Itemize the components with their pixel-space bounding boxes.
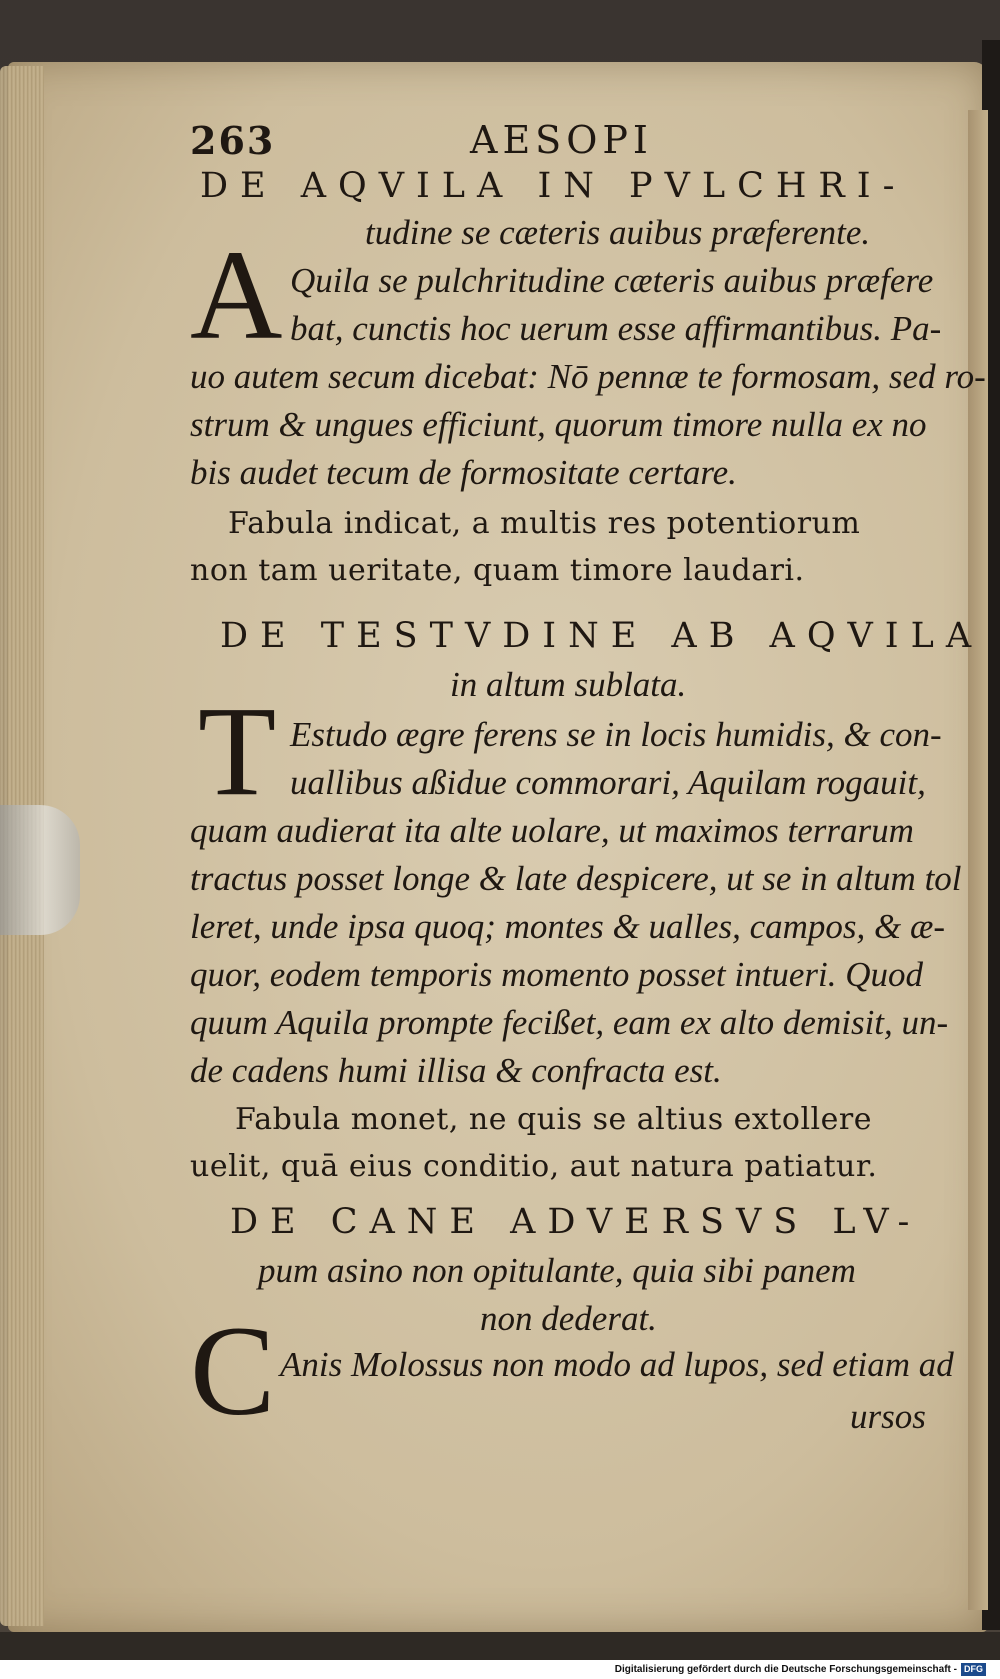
fable-subtitle: in altum sublata. <box>450 665 687 704</box>
moral-line: Fabula indicat, a multis res potentiorum <box>228 506 861 541</box>
text-line: quam audierat ita alte uolare, ut maximos terrarum <box>190 811 914 850</box>
running-head: AESOPI <box>470 118 653 162</box>
page-number: 263 <box>190 118 276 163</box>
catchword: ursos <box>850 1397 926 1436</box>
text-line: strum & ungues efficiunt, quorum timore nulla ex no <box>190 405 927 444</box>
text-line: Estudo ægre ferens se in locis humidis, & con- <box>290 715 942 754</box>
fable-title: DE CANE ADVERSVS LV- <box>230 1202 922 1242</box>
drop-initial: C <box>190 1300 276 1442</box>
page-clip <box>0 805 80 935</box>
fable-subtitle: pum asino non opitulante, quia sibi panem <box>258 1251 856 1290</box>
drop-initial: A <box>190 224 283 366</box>
text-line: de cadens humi illisa & confracta est. <box>190 1051 722 1090</box>
facing-page-edge <box>968 110 988 1610</box>
text-line: tractus posset longe & late despicere, ut se in altum tol <box>190 859 962 898</box>
fable-title: DE TESTVDINE AB AQVILA <box>220 616 984 656</box>
dfg-logo: DFG <box>961 1663 986 1676</box>
text-line: Quila se pulchritudine cæteris auibus præfere <box>290 261 934 300</box>
text-line: bat, cunctis hoc uerum esse affirmantibus. Pa- <box>290 309 942 348</box>
fable-subtitle: tudine se cæteris auibus præferente. <box>365 213 871 252</box>
scan-bottom-band <box>0 1632 1000 1662</box>
text-line: quum Aquila prompte fecißet, eam ex alto demisit, un- <box>190 1003 949 1042</box>
text-line: bis audet tecum de formositate certare. <box>190 453 737 492</box>
moral-line: Fabula monet, ne quis se altius extollere <box>235 1102 872 1137</box>
text-line: Anis Molossus non modo ad lupos, sed etiam ad <box>280 1345 954 1384</box>
fable-title: DE AQVILA IN PVLCHRI- <box>200 166 907 206</box>
footer-credit: Digitalisierung gefördert durch die Deutsche Forschungsgemeinschaft - <box>614 1664 957 1675</box>
drop-initial: T <box>198 680 277 822</box>
moral-line: non tam ueritate, quam timore laudari. <box>190 553 805 588</box>
text-line: leret, unde ipsa quoq; montes & ualles, campos, & æ- <box>190 907 946 946</box>
text-line: uo autem secum dicebat: Nō pennæ te formosam, sed ro- <box>190 357 986 396</box>
moral-line: uelit, quā eius conditio, aut natura patiatur. <box>190 1149 878 1184</box>
digitization-footer <box>0 1660 1000 1679</box>
fable-subtitle: non dederat. <box>480 1299 657 1338</box>
text-line: quor, eodem temporis momento posset intueri. Quod <box>190 955 924 994</box>
text-line: uallibus aßidue commorari, Aquilam rogauit, <box>290 763 926 802</box>
